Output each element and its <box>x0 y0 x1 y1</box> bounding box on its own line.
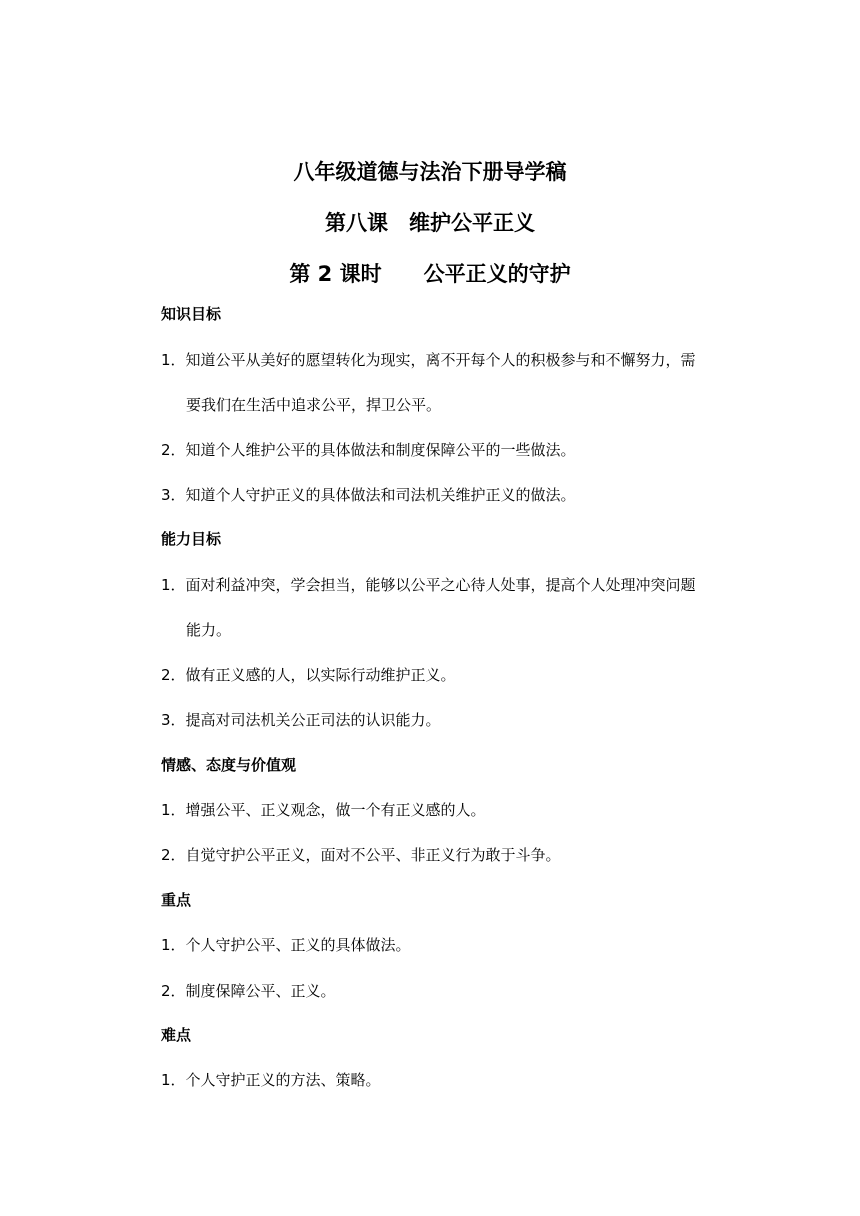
difficulties-heading: 难点 <box>161 1026 192 1044</box>
difficulties-item-1: 1．个人守护正义的方法、策略。 <box>161 1071 381 1089</box>
key-points-heading: 重点 <box>161 891 192 909</box>
ability-item-2: 2．做有正义感的人，以实际行动维护正义。 <box>161 666 456 684</box>
key-points-item-1: 1．个人守护公平、正义的具体做法。 <box>161 936 411 954</box>
knowledge-heading: 知识目标 <box>161 305 222 323</box>
main-title: 八年级道德与法治下册导学稿 <box>293 160 567 184</box>
period-title: 第 2 课时 公平正义的守护 <box>289 262 571 286</box>
lesson-title: 第八课 维护公平正义 <box>325 211 535 235</box>
knowledge-item-1: 1．知道公平从美好的愿望转化为现实，离不开每个人的积极参与和不懈努力，需 <box>161 351 696 369</box>
knowledge-item-1-cont: 要我们在生活中追求公平，捍卫公平。 <box>186 396 442 414</box>
values-item-1: 1．增强公平、正义观念，做一个有正义感的人。 <box>161 801 486 819</box>
key-points-item-2: 2．制度保障公平、正义。 <box>161 982 336 1000</box>
values-item-2: 2．自觉守护公平正义，面对不公平、非正义行为敢于斗争。 <box>161 846 561 864</box>
knowledge-item-2: 2．知道个人维护公平的具体做法和制度保障公平的一些做法。 <box>161 441 576 459</box>
ability-item-3: 3．提高对司法机关公正司法的认识能力。 <box>161 711 441 729</box>
ability-item-1: 1．面对利益冲突，学会担当，能够以公平之心待人处事，提高个人处理冲突问题 <box>161 576 696 594</box>
ability-item-1-cont: 能力。 <box>186 621 232 639</box>
knowledge-item-3: 3．知道个人守护正义的具体做法和司法机关维护正义的做法。 <box>161 486 576 504</box>
ability-heading: 能力目标 <box>161 530 222 548</box>
values-heading: 情感、态度与价值观 <box>161 756 297 774</box>
